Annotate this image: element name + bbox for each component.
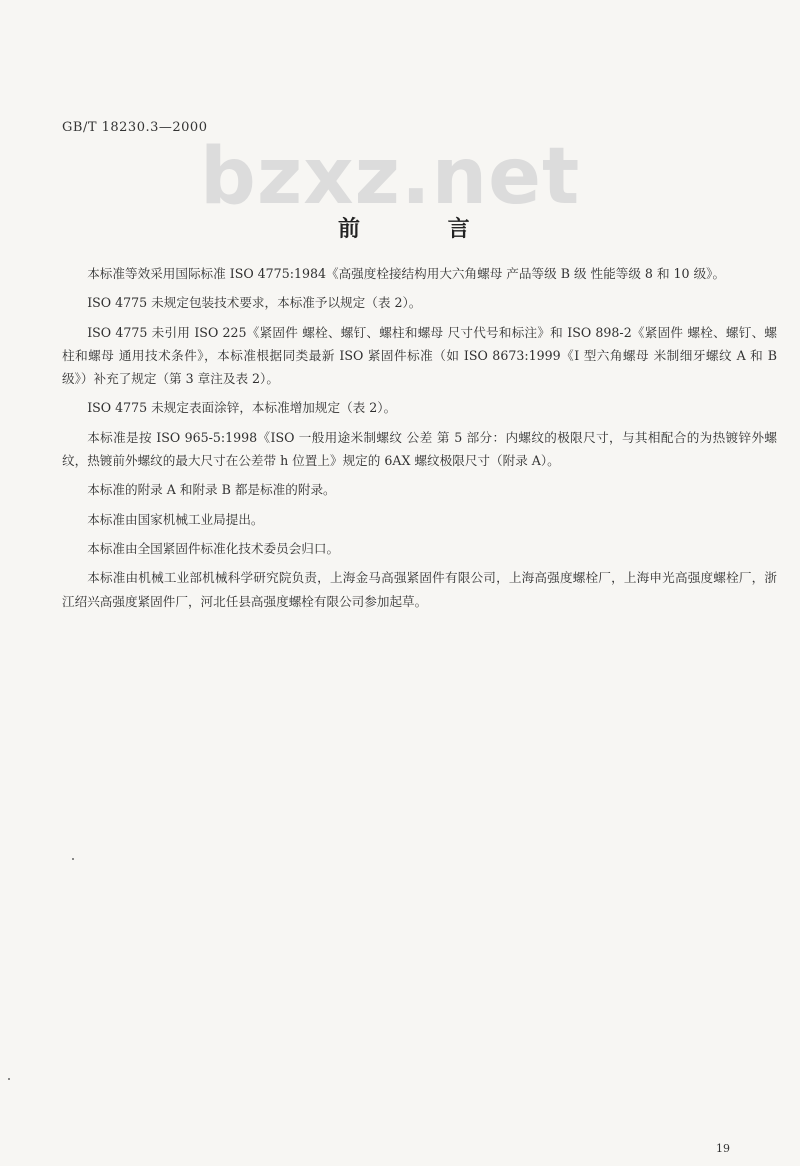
paragraph: 本标准由机械工业部机械科学研究院负责，上海金马高强紧固件有限公司，上海高强度螺栓厂，上海申光高强度螺栓厂，浙江绍兴高强度紧固件厂，河北任县高强度螺栓有限公司参加起草。 — [62, 570, 777, 609]
page-title: 前 言 — [338, 216, 510, 242]
page-number: 19 — [716, 1142, 730, 1155]
scan-speck — [72, 858, 74, 860]
paragraph: 本标准由国家机械工业局提出。 — [87, 511, 264, 527]
body-text — [62, 262, 777, 619]
standard-code: GB/T 18230.3—2000 — [62, 120, 208, 135]
paragraph: 本标准等效采用国际标准 ISO 4775:1984《高强度栓接结构用大六角螺母 产品等级 B 级 性能等级 8 和 10 级》。 — [87, 266, 726, 281]
watermark: bzxz.net — [200, 132, 581, 222]
paragraph: 本标准由全国紧固件标准化技术委员会归口。 — [87, 540, 340, 556]
paragraph: ISO 4775 未规定表面涂锌，本标准增加规定（表 2）。 — [87, 400, 397, 416]
scan-speck — [8, 1078, 10, 1080]
paragraph: 本标准的附录 A 和附录 B 都是标准的附录。 — [87, 482, 336, 498]
paragraph: 本标准是按 ISO 965-5:1998《ISO 一般用途米制螺纹 公差 第 5 部分：内螺纹的极限尺寸，与其相配合的为热镀锌外螺纹，热镀前外螺纹的最大尺寸在公差带 h 位置上》规定的 6AX 螺纹极限尺寸（附录 A）。 — [62, 429, 777, 469]
paragraph: ISO 4775 未引用 ISO 225《紧固件 螺栓、螺钉、螺柱和螺母 尺寸代号和标注》和 ISO 898-2《紧固件 螺栓、螺钉、螺柱和螺母 通用技术条件》，本标准根据同类最新 ISO 紧固件标准（如 ISO 8673:1999《I 型六角螺母 米制细牙螺纹 A 和 B 级》）补充了规定（第 3 章注及表 2）。 — [62, 324, 777, 387]
paragraph: ISO 4775 未规定包装技术要求，本标准予以规定（表 2）。 — [87, 295, 422, 311]
